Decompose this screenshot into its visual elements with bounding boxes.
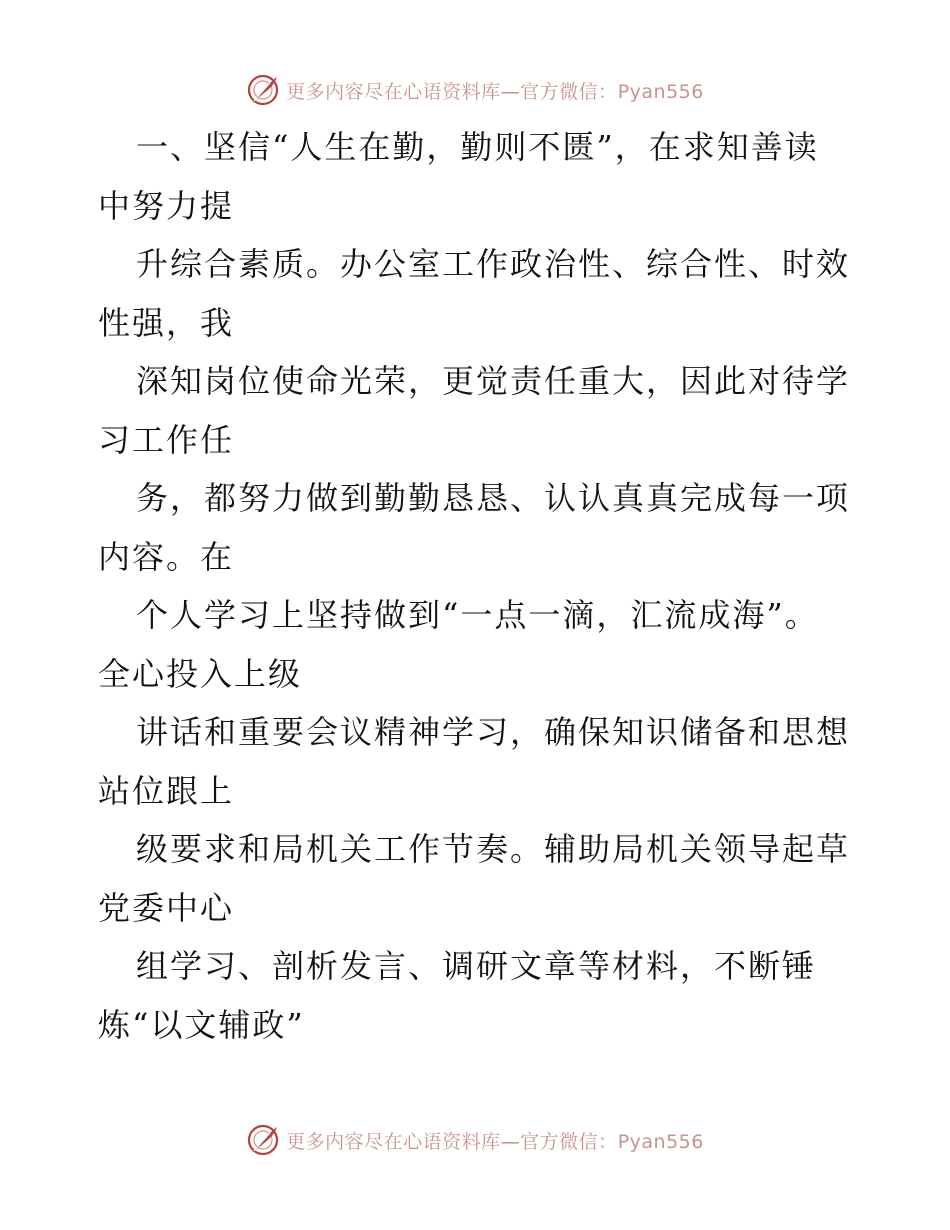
body-line-5: 深知岗位使命光荣，更觉责任重大，因此对待学 bbox=[136, 362, 851, 400]
body-line-11: 讲话和重要会议精神学习，确保知识储备和思想 bbox=[136, 713, 851, 751]
header-wechat-account: Pyan556 bbox=[617, 80, 704, 103]
header-watermark-banner bbox=[0, 70, 950, 110]
body-line-6: 习工作任 bbox=[98, 420, 235, 459]
feather-logo-icon bbox=[246, 73, 280, 107]
footer-brand-text: 更多内容尽在心语资料库 bbox=[286, 1130, 501, 1153]
body-line-7: 务，都努力做到勤勤恳恳、认认真真完成每一项 bbox=[136, 479, 851, 517]
body-line-9: 个人学习上坚持做到“一点一滴，汇流成海”。 bbox=[136, 596, 819, 634]
header-separator: — bbox=[500, 80, 521, 103]
body-line-2: 中努力提 bbox=[98, 186, 235, 225]
feather-logo-icon bbox=[246, 1123, 280, 1157]
body-line-4: 性强，我 bbox=[98, 303, 235, 342]
body-line-15: 组学习、剖析发言、调研文章等材料，不断锤 bbox=[136, 947, 817, 985]
body-line-14: 党委中心 bbox=[98, 888, 235, 927]
body-line-13: 级要求和局机关工作节奏。辅助局机关领导起草 bbox=[136, 830, 851, 868]
body-line-16: 炼“以文辅政” bbox=[98, 1005, 305, 1044]
body-line-10: 全心投入上级 bbox=[98, 654, 303, 693]
footer-watermark-text bbox=[286, 1127, 704, 1154]
body-line-12: 站位跟上 bbox=[98, 771, 235, 810]
footer-wechat-label: 官方微信： bbox=[520, 1130, 618, 1153]
document-body bbox=[98, 118, 858, 1054]
header-watermark-text bbox=[286, 77, 704, 104]
body-line-3: 升综合素质。办公室工作政治性、综合性、时效 bbox=[136, 245, 851, 283]
footer-watermark-banner bbox=[0, 1120, 950, 1160]
body-line-1: 一、坚信“人生在勤，勤则不匮”，在求知善读 bbox=[136, 128, 819, 166]
body-line-8: 内容。在 bbox=[98, 537, 235, 576]
footer-separator: — bbox=[500, 1130, 521, 1153]
footer-wechat-account: Pyan556 bbox=[617, 1130, 704, 1153]
header-brand-text: 更多内容尽在心语资料库 bbox=[286, 80, 501, 103]
header-wechat-label: 官方微信： bbox=[520, 80, 618, 103]
